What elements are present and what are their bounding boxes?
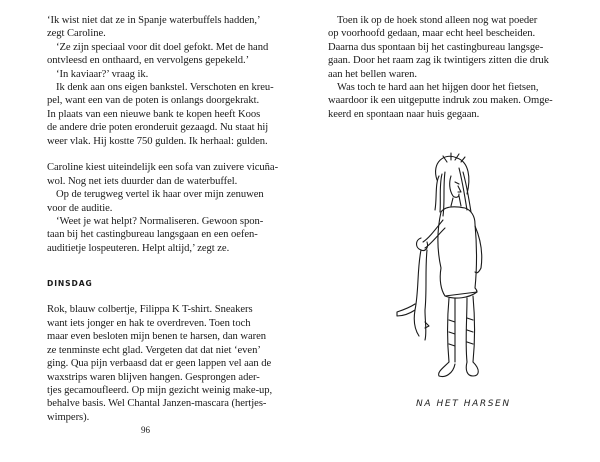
text-line: behalve basis. Wel Chantal Janzen-mascara (hertjes-: [47, 398, 267, 410]
text-line: ging. Qua pijn verbaasd dat er geen lappen vel aan de: [47, 358, 272, 370]
text-line: want iets jonger en hak te overdreven. Toen toch: [47, 317, 251, 329]
text-line: Toen ik op de hoek stond alleen nog wat poeder: [337, 15, 538, 26]
paragraph-gap: [47, 255, 279, 268]
section-heading: DINSDAG: [47, 278, 93, 288]
illustration-caption: NA HET HARSEN: [416, 399, 511, 409]
text-line: Was toch te hard aan het hijgen door het fietsen,: [337, 82, 539, 94]
text-line: ‘In kaviaar?’ vraag ik.: [56, 68, 149, 80]
right-page: [300, 0, 600, 462]
text-line: Op de terugweg vertel ik haar over mijn zenuwen: [56, 189, 264, 201]
text-line: Daarna dus spontaan bij het castingbureau langsge-: [328, 41, 544, 53]
text-line: gaan. Door het raam zag ik twintigers zitten die druk: [328, 55, 549, 67]
text-line: ‘Ze zijn speciaal voor dit doel gefokt. Met de hand: [56, 41, 269, 53]
text-line: maar even besloten mijn benen te harsen, dan waren: [47, 331, 266, 343]
left-text-column: [47, 14, 279, 424]
text-line: waxstrips waren blijven hangen. Gesprongen ader-: [47, 371, 260, 383]
woman-sketch-illustration: [385, 150, 495, 390]
text-line: op voorhoofd gedaan, maar echt heel bescheiden.: [328, 28, 536, 40]
text-line: ‘Weet je wat helpt? Normaliseren. Gewoon spon-: [56, 216, 264, 228]
text-line: tjes gecamoufleerd. Op mijn gezicht weinig make-up,: [47, 384, 273, 396]
text-line: zegt Caroline.: [47, 28, 106, 40]
paragraph-gap: [47, 290, 279, 303]
right-text-column: [328, 14, 560, 121]
text-line: pel, want een van de poten is onlangs doorgekrakt.: [47, 95, 260, 107]
text-line: auditietje lospeuteren. Helpt altijd,’ zegt ze.: [47, 242, 230, 254]
text-line: Rok, blauw colbertje, Filippa K T-shirt. Sneakers: [47, 304, 253, 316]
text-line: In plaats van een nieuwe bank te kopen heeft Koos: [47, 108, 261, 120]
text-line: taan bij het castingbureau langsgaan en een oefen-: [47, 229, 258, 241]
text-line: aan het bellen waren.: [328, 68, 417, 80]
text-line: de andere drie poten eronderuit gezaagd. Nu staat hij: [47, 122, 269, 134]
page-number: 96: [141, 425, 150, 435]
text-line: ze tenminste echt glad. Vergeten dat dat niet ‘even’: [47, 344, 261, 356]
paragraph-gap: [47, 269, 279, 277]
text-line: Ik denk aan ons eigen bankstel. Verschoten en kreu-: [56, 82, 274, 94]
paragraph-gap: [47, 148, 279, 161]
text-line: ontvleesd en onthaard, en vervolgens gepekeld.’: [47, 55, 250, 67]
text-line: ‘Ik wist niet dat ze in Spanje waterbuffels hadden,’: [47, 15, 261, 26]
text-line: weer vlak. Hij kostte 750 gulden. Ik herhaal: gulden.: [47, 135, 268, 147]
text-line: voor de auditie.: [47, 202, 113, 214]
text-line: wol. Nog net iets duurder dan de waterbuffel.: [47, 175, 238, 187]
text-line: Caroline kiest uiteindelijk een sofa van zuivere vicuña-: [47, 162, 279, 174]
text-line: wimpers).: [47, 411, 90, 423]
text-line: waardoor ik een uitgeputte indruk zou maken. Omge-: [328, 95, 553, 107]
text-line: keerd en spontaan naar huis gegaan.: [328, 108, 480, 120]
